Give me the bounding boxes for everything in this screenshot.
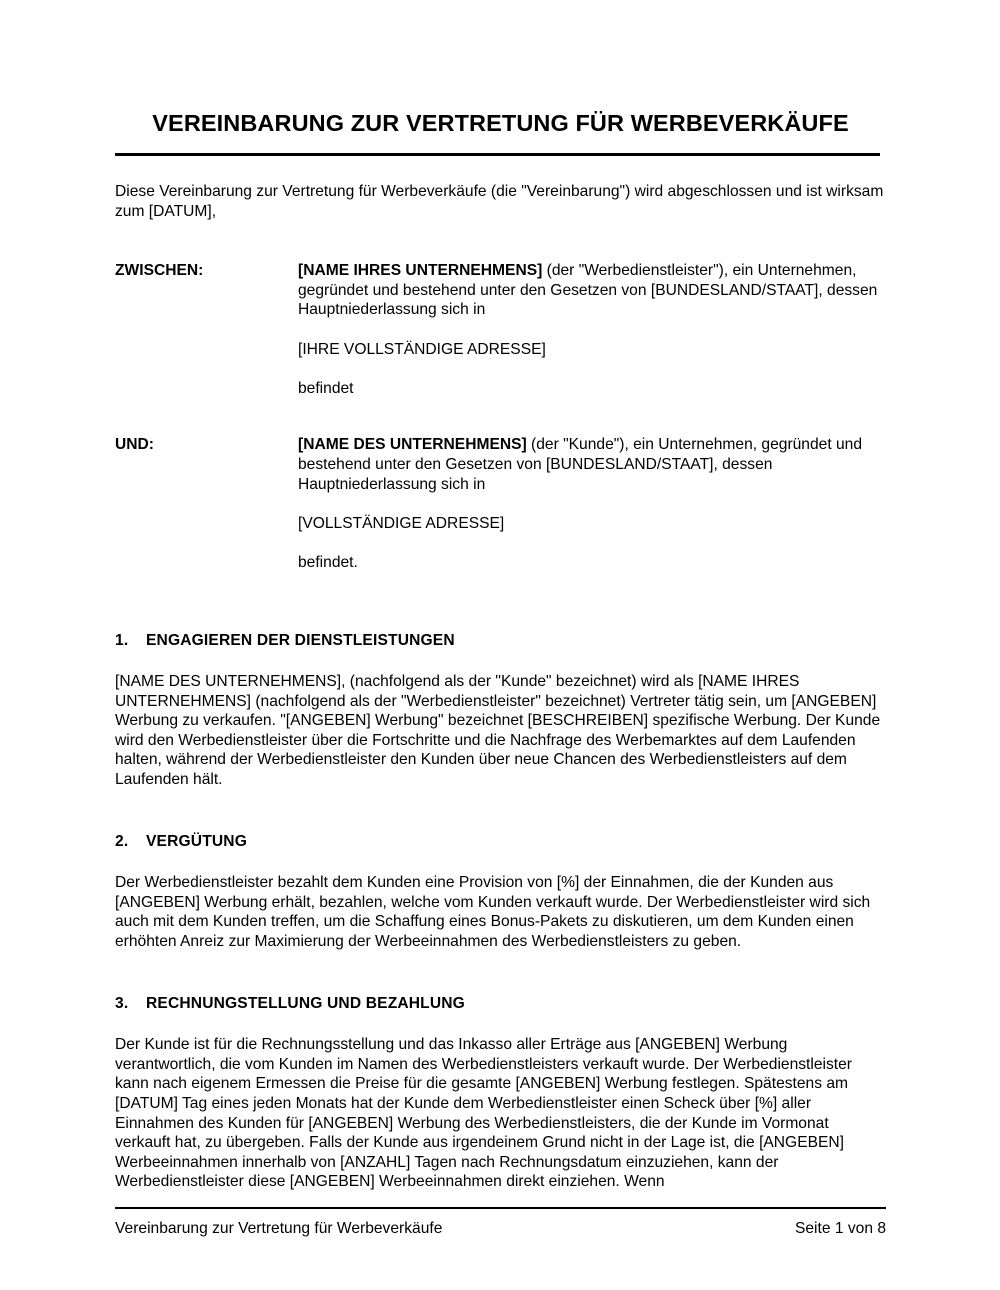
section-1-number: 1. [115,631,129,649]
document-content [115,0,886,1208]
party-closing-und: befindet. [298,553,358,571]
intro-paragraph: Diese Vereinbarung zur Vertretung für Werbeverkäufe (die "Vereinbarung") wird abgeschlossen und ist wirksam zum [DATUM], [115,183,884,220]
party-description-zwischen: (der "Werbedienstleister"), ein Unternehmen, gegründet und bestehend unter den Gesetzen von [BUNDESLAND/STAAT], dessen Hauptniederlassung sich in [298,262,878,319]
footer-page-number: Seite 1 von 8 [794,1220,886,1237]
section-1-body: [NAME DES UNTERNEHMENS], (nachfolgend als der "Kunde" bezeichnet) wird als [NAME IHRES UNTERNEHMENS] (nachfolgend als der "Werbedienstleister" bezeichnet) Vertreter tätig sein, um [ANGEBEN] Werbung zu verkaufen. "[ANGEBEN] Werbung" bezeichnet [BESCHREIBEN] spezifische Werbung. Der Kunde wird den Werbedienstleister über die Fortschritte und die Nachfrage des Werbemarktes auf dem Laufenden halten, während der Werbedienstleister den Kunden über neue Chancen des Werbedienstleisters auf dem Laufenden hält. [115,673,881,789]
page-title: VEREINBARUNG ZUR VERTRETUNG FÜR WERBEVERKÄUFE [152,110,849,136]
footer-document-name: Vereinbarung zur Vertretung für Werbeverkäufe [115,1220,443,1237]
section-1 [115,631,886,790]
party-label-zwischen: ZWISCHEN: [115,262,204,280]
footer-row [115,1219,886,1239]
section-1-title: ENGAGIEREN DER DIENSTLEISTUNGEN [146,631,455,649]
party-body-und [298,435,886,572]
party-closing-zwischen: befindet [298,379,354,397]
section-2-title: VERGÜTUNG [146,832,247,850]
title-divider [115,153,880,156]
party-description-und: (der "Kunde"), ein Unternehmen, gegründet und bestehend unter den Gesetzen von [BUNDESLAND/STAAT], dessen Hauptniederlassung sich in [298,436,863,493]
section-3 [115,994,886,1192]
page-footer [115,1207,886,1239]
party-block-und [115,435,886,572]
party-body-zwischen [298,261,886,398]
party-label-und: UND: [115,436,154,454]
party-name-placeholder-zwischen: [NAME IHRES UNTERNEHMENS] [298,262,543,280]
section-1-heading [115,631,886,651]
party-identification-zwischen [298,261,886,320]
party-block-zwischen [115,261,886,398]
party-identification-und [298,435,886,494]
party-name-placeholder-und: [NAME DES UNTERNEHMENS] [298,436,527,454]
footer-divider [115,1207,886,1209]
section-2-body: Der Werbedienstleister bezahlt dem Kunden eine Provision von [%] der Einnahmen, die der Kunden aus [ANGEBEN] Werbung erhält, bezahlen, welche vom Kunden verkauft wurde. Der Werbedienstleister wird sich auch mit dem Kunden treffen, um die Schaffung eines Bonus-Pakets zu diskutieren, um dem Kunden einen erhöhten Anreiz zur Maximierung der Werbeeinnahmen des Werbedienstleisters zu geben. [115,874,871,951]
section-3-title: RECHNUNGSTELLUNG UND BEZAHLUNG [146,994,465,1012]
section-2-number: 2. [115,832,129,850]
section-3-heading [115,994,886,1014]
party-address-zwischen: [IHRE VOLLSTÄNDIGE ADRESSE] [298,340,546,358]
section-2 [115,832,886,952]
section-3-number: 3. [115,994,129,1012]
section-2-heading [115,832,886,852]
section-3-body: Der Kunde ist für die Rechnungsstellung und das Inkasso aller Erträge aus [ANGEBEN] Werbung verantwortlich, die vom Kunden im Namen des Werbedienstleisters verkauft wurde. Der Werbedienstleister kann nach eigenem Ermessen die Preise für die gesamte [ANGEBEN] Werbung festlegen. Spätestens am [DATUM] Tag eines jeden Monats hat der Kunde dem Werbedienstleister einen Scheck über [%] aller Einnahmen des Kunden für [ANGEBEN] Werbung des Werbedienstleisters, die der Kunde im Vormonat verkauft hat, zu übergeben. Falls der Kunde aus irgendeinem Grund nicht in der Lage ist, die [ANGEBEN] Werbeeinnahmen innerhalb von [ANZAHL] Tagen nach Rechnungsdatum einzuziehen, kann der Werbedienstleister diese [ANGEBEN] Werbeeinnahmen direkt einziehen. Wenn [115,1036,852,1191]
party-address-und: [VOLLSTÄNDIGE ADRESSE] [298,514,505,532]
